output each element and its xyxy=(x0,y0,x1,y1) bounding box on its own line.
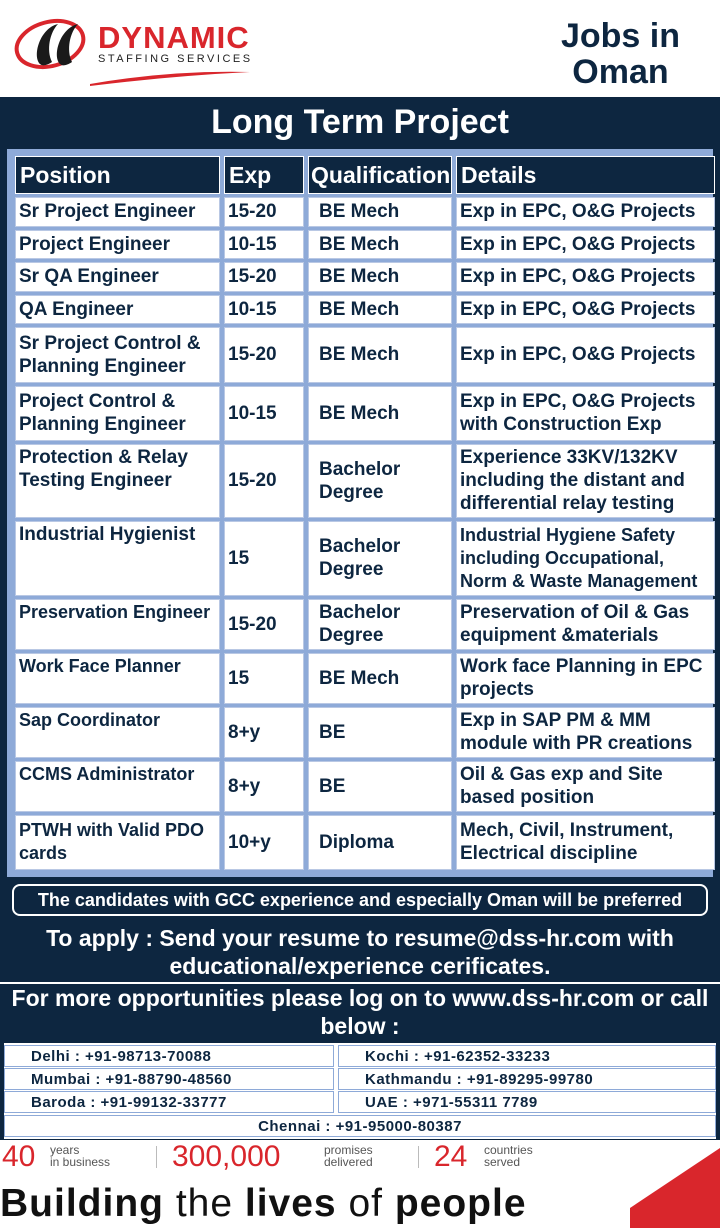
contact-kathmandu: Kathmandu : +91-89295-99780 xyxy=(338,1068,716,1090)
more-opportunities-text: For more opportunities please log on to www.dss-hr.com or call below : xyxy=(11,985,709,1039)
header-qualification: Qualification xyxy=(308,156,452,194)
cell-qualification: BE Mech xyxy=(308,653,452,704)
project-title: Long Term Project xyxy=(211,103,509,141)
cell-exp: 15 xyxy=(224,653,304,704)
cell-details: Exp in EPC, O&G Projects with Construction Exp xyxy=(456,386,715,441)
stat-years-label-2: in business xyxy=(50,1155,111,1169)
contact-uae: UAE : +971-55311 7789 xyxy=(338,1091,716,1113)
cell-qualification: Bachelor Degree xyxy=(308,444,452,519)
cell-details: Experience 33KV/132KV including the distant and differential relay testing xyxy=(456,444,715,519)
cell-exp: 15-20 xyxy=(224,262,304,292)
cell-details: Exp in EPC, O&G Projects xyxy=(456,262,715,292)
cell-exp: 10-15 xyxy=(224,386,304,441)
stat-countries-number: 24 xyxy=(434,1140,468,1173)
tagline-word-of: of xyxy=(348,1182,383,1225)
stat-promises-number: 300,000 xyxy=(172,1140,281,1173)
contact-baroda: Baroda : +91-99132-33777 xyxy=(4,1091,334,1113)
cell-qualification: BE Mech xyxy=(308,262,452,292)
cell-details: Oil & Gas exp and Site based position xyxy=(456,761,715,812)
cell-position: Project Engineer xyxy=(15,230,220,260)
table-row xyxy=(15,815,715,870)
cell-position: PTWH with Valid PDO cards xyxy=(15,815,220,870)
cell-qualification: Diploma xyxy=(308,815,452,870)
jobs-in-oman-title xyxy=(561,18,680,90)
table-row xyxy=(15,197,715,227)
cell-position: Industrial Hygienist xyxy=(15,521,220,596)
cell-details: Exp in EPC, O&G Projects xyxy=(456,327,715,382)
cell-position: Sap Coordinator xyxy=(15,707,220,758)
tagline-word-lives: lives xyxy=(244,1182,337,1225)
cell-qualification: BE Mech xyxy=(308,295,452,325)
cell-exp: 10+y xyxy=(224,815,304,870)
cell-details: Preservation of Oil & Gas equipment &materials xyxy=(456,599,715,650)
cell-qualification: BE Mech xyxy=(308,386,452,441)
stat-years-label-1: years xyxy=(50,1143,80,1157)
stat-promises-label xyxy=(324,1144,373,1168)
cell-details: Exp in EPC, O&G Projects xyxy=(456,197,715,227)
cell-position: Protection & Relay Testing Engineer xyxy=(15,444,220,519)
cell-position: Sr Project Control & Planning Engineer xyxy=(15,327,220,382)
table-row xyxy=(15,230,715,260)
stat-years-label xyxy=(50,1144,110,1168)
stat-countries-label-1: countries xyxy=(484,1143,533,1157)
cell-position: Preservation Engineer xyxy=(15,599,220,650)
cell-details: Mech, Civil, Instrument, Electrical discipline xyxy=(456,815,715,870)
cell-qualification: Bachelor Degree xyxy=(308,521,452,596)
cell-position: Sr Project Engineer xyxy=(15,197,220,227)
gcc-preference-note: The candidates with GCC experience and especially Oman will be preferred xyxy=(12,884,708,916)
tagline xyxy=(0,1182,720,1226)
cell-position: CCMS Administrator xyxy=(15,761,220,812)
stat-separator xyxy=(418,1146,419,1168)
cell-details: Industrial Hygiene Safety including Occupational, Norm & Waste Management xyxy=(456,521,715,596)
table-row xyxy=(15,521,715,596)
brand-name: DYNAMIC xyxy=(98,20,250,55)
swoosh-icon xyxy=(90,68,250,88)
cell-position: Project Control & Planning Engineer xyxy=(15,386,220,441)
cell-details: Exp in EPC, O&G Projects xyxy=(456,230,715,260)
cell-exp: 15-20 xyxy=(224,599,304,650)
table-row xyxy=(15,653,715,704)
cell-position: Work Face Planner xyxy=(15,653,220,704)
contact-mumbai: Mumbai : +91-88790-48560 xyxy=(4,1068,334,1090)
cell-position: QA Engineer xyxy=(15,295,220,325)
table-row xyxy=(15,327,715,382)
cell-qualification: Bachelor Degree xyxy=(308,599,452,650)
stat-promises-label-2: delivered xyxy=(324,1155,373,1169)
contact-chennai: Chennai : +91-95000-80387 xyxy=(4,1115,716,1137)
cell-qualification: BE xyxy=(308,761,452,812)
cell-exp: 15-20 xyxy=(224,444,304,519)
table-row xyxy=(15,386,715,441)
jobs-table-wrapper xyxy=(7,149,713,877)
cell-exp: 15-20 xyxy=(224,197,304,227)
tagline-word-the: the xyxy=(175,1182,234,1225)
header xyxy=(0,0,720,100)
jobs-title-line1: Jobs in xyxy=(560,17,680,55)
tagline-word-people: people xyxy=(394,1182,527,1225)
cell-exp: 8+y xyxy=(224,761,304,812)
header-exp: Exp xyxy=(224,156,304,194)
cell-qualification: BE xyxy=(308,707,452,758)
stat-separator xyxy=(156,1146,157,1168)
table-row xyxy=(15,295,715,325)
stat-promises-label-1: promises xyxy=(324,1143,373,1157)
jobs-table xyxy=(11,153,719,873)
cell-qualification: BE Mech xyxy=(308,230,452,260)
tagline-word-building: Building xyxy=(0,1182,164,1225)
stat-countries-label-2: served xyxy=(484,1155,521,1169)
contact-kochi: Kochi : +91-62352-33233 xyxy=(338,1045,716,1067)
table-row xyxy=(15,761,715,812)
table-row xyxy=(15,599,715,650)
cell-position: Sr QA Engineer xyxy=(15,262,220,292)
table-row xyxy=(15,707,715,758)
table-header-row xyxy=(15,156,715,194)
cell-exp: 10-15 xyxy=(224,295,304,325)
header-details: Details xyxy=(456,156,715,194)
cell-qualification: BE Mech xyxy=(308,197,452,227)
jobs-title-line2: Oman xyxy=(572,53,669,91)
cell-details: Work face Planning in EPC projects xyxy=(456,653,715,704)
cell-details: Exp in SAP PM & MM module with PR creations xyxy=(456,707,715,758)
company-stats xyxy=(0,1140,720,1174)
cell-exp: 15 xyxy=(224,521,304,596)
header-position: Position xyxy=(15,156,220,194)
stat-years-number: 40 xyxy=(2,1140,36,1173)
contact-list xyxy=(4,1043,716,1139)
contact-delhi: Delhi : +91-98713-70088 xyxy=(4,1045,334,1067)
cell-exp: 8+y xyxy=(224,707,304,758)
cell-exp: 10-15 xyxy=(224,230,304,260)
table-row xyxy=(15,262,715,292)
cell-qualification: BE Mech xyxy=(308,327,452,382)
stat-countries-label xyxy=(484,1144,533,1168)
table-row xyxy=(15,444,715,519)
cell-exp: 15-20 xyxy=(224,327,304,382)
apply-instructions: To apply : Send your resume to resume@dss-hr.com with educational/experience cerificates. xyxy=(46,925,674,979)
cell-details: Exp in EPC, O&G Projects xyxy=(456,295,715,325)
brand-subtitle: STAFFING SERVICES xyxy=(98,53,253,65)
